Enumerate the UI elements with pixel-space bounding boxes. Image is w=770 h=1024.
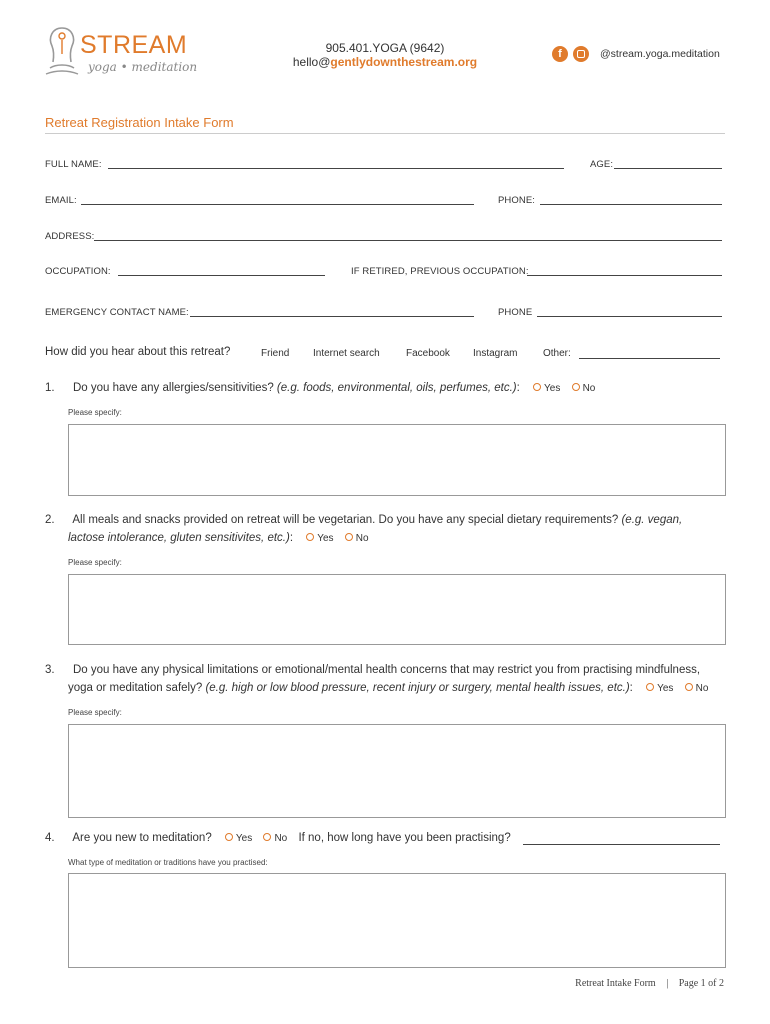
hear-question: How did you hear about this retreat? xyxy=(45,346,231,358)
question-1-no-label: No xyxy=(582,383,596,394)
question-2-no-label: No xyxy=(355,533,369,544)
hear-option-facebook[interactable]: Facebook xyxy=(406,348,450,359)
hear-option-instagram[interactable]: Instagram xyxy=(473,348,518,359)
logo-tagline: yoga • meditation xyxy=(88,60,198,74)
question-1-yes-radio[interactable] xyxy=(533,383,541,391)
footer-form-name: Retreat Intake Form xyxy=(575,978,656,989)
question-3-example: (e.g. high or low blood pressure, recent injury or surgery, mental health issues, etc.) xyxy=(205,682,630,694)
question-1-number: 1. xyxy=(45,382,55,394)
question-1: 1. Do you have any allergies/sensitivities? (e.g. foods, environmental, oils, perfumes, etc.): Yes No xyxy=(45,382,596,394)
question-4-yes-label: Yes xyxy=(235,833,253,844)
question-4-yes-radio[interactable] xyxy=(225,833,233,841)
question-3-line-2: yoga or meditation safely? (e.g. high or low blood pressure, recent injury or surgery, mental health issues, etc.): Yes No xyxy=(68,682,709,694)
hear-option-friend[interactable]: Friend xyxy=(261,348,290,359)
question-3-line-1 xyxy=(45,664,700,676)
question-3-yes-radio[interactable] xyxy=(646,683,654,691)
address-label: ADDRESS: xyxy=(45,231,95,242)
question-1-answer-box[interactable] xyxy=(68,424,726,496)
occupation-label: OCCUPATION: xyxy=(45,266,111,277)
question-3-specify: Please specify: xyxy=(68,708,122,717)
form-title: Retreat Registration Intake Form xyxy=(45,115,234,130)
question-1-example: (e.g. foods, environmental, oils, perfumes, etc.) xyxy=(276,382,517,394)
question-2-yes-label: Yes xyxy=(317,533,334,544)
question-2-no-radio[interactable] xyxy=(345,533,353,541)
question-1-specify: Please specify: xyxy=(68,408,122,417)
emergency-phone-label: PHONE xyxy=(498,307,533,318)
question-2-yes-radio[interactable] xyxy=(306,533,314,541)
question-2-example-a: (e.g. vegan, xyxy=(621,514,683,526)
question-3-no-radio[interactable] xyxy=(685,683,693,691)
contact-email[interactable] xyxy=(280,55,490,69)
question-2-specify: Please specify: xyxy=(68,558,122,567)
hear-other-field[interactable] xyxy=(579,358,720,359)
question-4-answer-box[interactable] xyxy=(68,873,726,968)
question-4-no-radio[interactable] xyxy=(263,833,271,841)
full-name-label: FULL NAME: xyxy=(45,159,102,170)
social-handle[interactable]: @stream.yoga.meditation xyxy=(600,48,720,60)
meditation-figure-icon xyxy=(42,24,82,82)
hear-option-internet[interactable]: Internet search xyxy=(313,348,380,359)
phone-label: PHONE: xyxy=(498,195,536,206)
question-4-specify: What type of meditation or traditions have you practised: xyxy=(68,858,268,867)
age-label: AGE: xyxy=(590,159,614,170)
question-1-text: Do you have any allergies/sensitivities? xyxy=(73,382,274,394)
phone-field[interactable] xyxy=(540,204,722,205)
question-3-number: 3. xyxy=(45,664,55,676)
question-2-line-2: lactose intolerance, gluten sensitivites, etc.): Yes No xyxy=(68,532,369,544)
question-1-yes-label: Yes xyxy=(544,383,561,394)
question-2-text: All meals and snacks provided on retreat will be vegetarian. Do you have any special dietary requirements? xyxy=(72,514,619,526)
hear-option-other-label: Other: xyxy=(543,348,571,359)
logo xyxy=(42,24,198,84)
footer xyxy=(575,978,724,989)
email-domain: gentlydownthestream.org xyxy=(330,55,478,69)
instagram-icon[interactable] xyxy=(573,46,589,62)
age-field[interactable] xyxy=(614,168,722,169)
prev-occupation-label: IF RETIRED, PREVIOUS OCCUPATION: xyxy=(351,266,529,277)
question-4-followup: If no, how long have you been practising? xyxy=(298,832,511,844)
question-4-number: 4. xyxy=(45,832,55,844)
question-3-text-b: yoga or meditation safely? xyxy=(68,682,203,694)
emergency-name-field[interactable] xyxy=(190,316,474,317)
emergency-name-label: EMERGENCY CONTACT NAME: xyxy=(45,307,189,318)
question-2-number: 2. xyxy=(45,514,55,526)
facebook-icon[interactable]: f xyxy=(552,46,568,62)
footer-separator: | xyxy=(666,978,669,989)
question-3-no-label: No xyxy=(695,683,709,694)
question-2-answer-box[interactable] xyxy=(68,574,726,645)
email-prefix: hello@ xyxy=(292,55,331,69)
question-2-line-1 xyxy=(45,514,682,526)
footer-page-number: Page 1 of 2 xyxy=(678,978,724,989)
question-4-text: Are you new to meditation? xyxy=(72,832,212,844)
question-3-answer-box[interactable] xyxy=(68,724,726,818)
question-4-no-label: No xyxy=(274,833,288,844)
title-divider xyxy=(45,133,725,134)
address-field[interactable] xyxy=(94,240,722,241)
contact-phone: 905.401.YOGA (9642) xyxy=(325,41,445,55)
email-label: EMAIL: xyxy=(45,195,77,206)
question-3-yes-label: Yes xyxy=(657,683,674,694)
email-field[interactable] xyxy=(81,204,474,205)
question-2-example-b: lactose intolerance, gluten sensitivites, etc.) xyxy=(68,532,290,544)
occupation-field[interactable] xyxy=(118,275,325,276)
prev-occupation-field[interactable] xyxy=(527,275,722,276)
question-4-practice-length-field[interactable] xyxy=(523,844,720,845)
question-4 xyxy=(45,832,511,844)
question-1-no-radio[interactable] xyxy=(572,383,580,391)
full-name-field[interactable] xyxy=(108,168,564,169)
logo-wordmark: STREAM xyxy=(80,31,188,59)
question-3-text-a: Do you have any physical limitations or emotional/mental health concerns that may restrict you from practising mindfulness, xyxy=(73,664,701,676)
emergency-phone-field[interactable] xyxy=(537,316,722,317)
